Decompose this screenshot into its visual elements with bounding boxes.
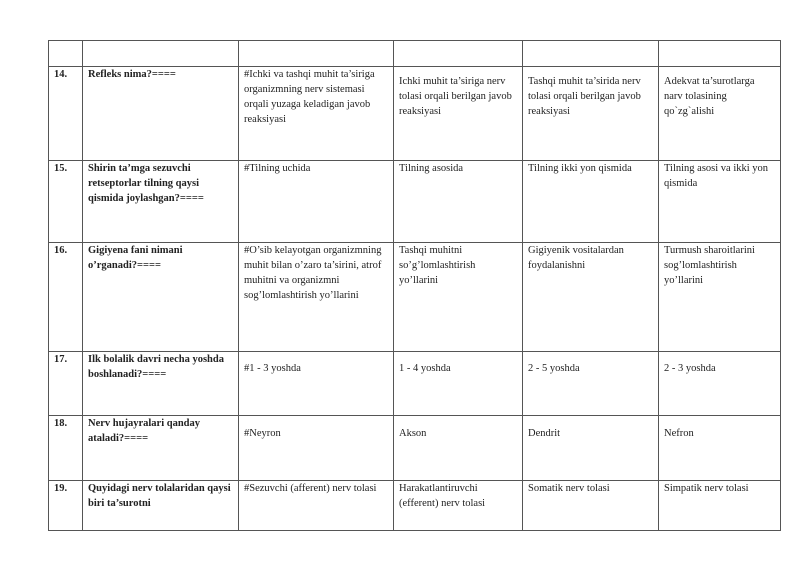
table-row (49, 481, 781, 531)
quiz-table (48, 40, 781, 531)
answer-correct: #O’sib kelayotgan organizmning muhit bilan o’zaro ta’sirini, atrof muhitni va organizmni sog’lomlashtirish yo’llarini (239, 243, 394, 352)
answer-option: 2 - 5 yoshda (523, 352, 659, 416)
answer-correct: #1 - 3 yoshda (239, 352, 394, 416)
question-number: 19. (49, 481, 83, 531)
answer-option: Akson (394, 416, 523, 481)
answer-option: Dendrit (523, 416, 659, 481)
header-cell (659, 41, 781, 67)
answer-option: Adekvat ta’surotlarga narv tolasining qo`zg`alishi (659, 67, 781, 161)
answer-option: Gigiyenik vositalardan foydalanishni (523, 243, 659, 352)
answer-option: Tilning ikki yon qismida (523, 161, 659, 243)
header-row (49, 41, 781, 67)
answer-correct: #Neyron (239, 416, 394, 481)
answer-option: Turmush sharoitlarini sog’lomlashtirish yo’llarini (659, 243, 781, 352)
question-number: 16. (49, 243, 83, 352)
header-cell (394, 41, 523, 67)
question-text: Ilk bolalik davri necha yoshda boshlanadi?==== (83, 352, 239, 416)
question-text: Quyidagi nerv tolalaridan qaysi biri ta’surotni (83, 481, 239, 531)
answer-option: Somatik nerv tolasi (523, 481, 659, 531)
question-text: Shirin ta’mga sezuvchi retseptorlar tilning qaysi qismida joylashgan?==== (83, 161, 239, 243)
answer-option: 2 - 3 yoshda (659, 352, 781, 416)
question-number: 18. (49, 416, 83, 481)
header-cell (49, 41, 83, 67)
question-text: Gigiyena fani nimani o’rganadi?==== (83, 243, 239, 352)
table-row (49, 352, 781, 416)
answer-option: Nefron (659, 416, 781, 481)
answer-option: Tashqi muhitni so’g’lomlashtirish yo’llarini (394, 243, 523, 352)
answer-option: Ichki muhit ta’siriga nerv tolasi orqali berilgan javob reaksiyasi (394, 67, 523, 161)
question-text: Nerv hujayralari qanday ataladi?==== (83, 416, 239, 481)
answer-correct: #Tilning uchida (239, 161, 394, 243)
table-row (49, 67, 781, 161)
question-number: 15. (49, 161, 83, 243)
question-text: Refleks nima?==== (83, 67, 239, 161)
answer-option: Tilning asosi va ikki yon qismida (659, 161, 781, 243)
answer-correct: #Ichki va tashqi muhit ta’siriga organizmning nerv sistemasi orqali yuzaga keladigan javob reaksiyasi (239, 67, 394, 161)
answer-option: Tilning asosida (394, 161, 523, 243)
answer-option: Tashqi muhit ta’sirida nerv tolasi orqali berilgan javob reaksiyasi (523, 67, 659, 161)
question-number: 14. (49, 67, 83, 161)
table-row (49, 161, 781, 243)
table-row (49, 416, 781, 481)
question-number: 17. (49, 352, 83, 416)
answer-correct: #Sezuvchi (afferent) nerv tolasi (239, 481, 394, 531)
answer-option: Simpatik nerv tolasi (659, 481, 781, 531)
answer-option: 1 - 4 yoshda (394, 352, 523, 416)
answer-option: Harakatlantiruvchi (efferent) nerv tolasi (394, 481, 523, 531)
header-cell (239, 41, 394, 67)
table-row (49, 243, 781, 352)
header-cell (523, 41, 659, 67)
header-cell (83, 41, 239, 67)
